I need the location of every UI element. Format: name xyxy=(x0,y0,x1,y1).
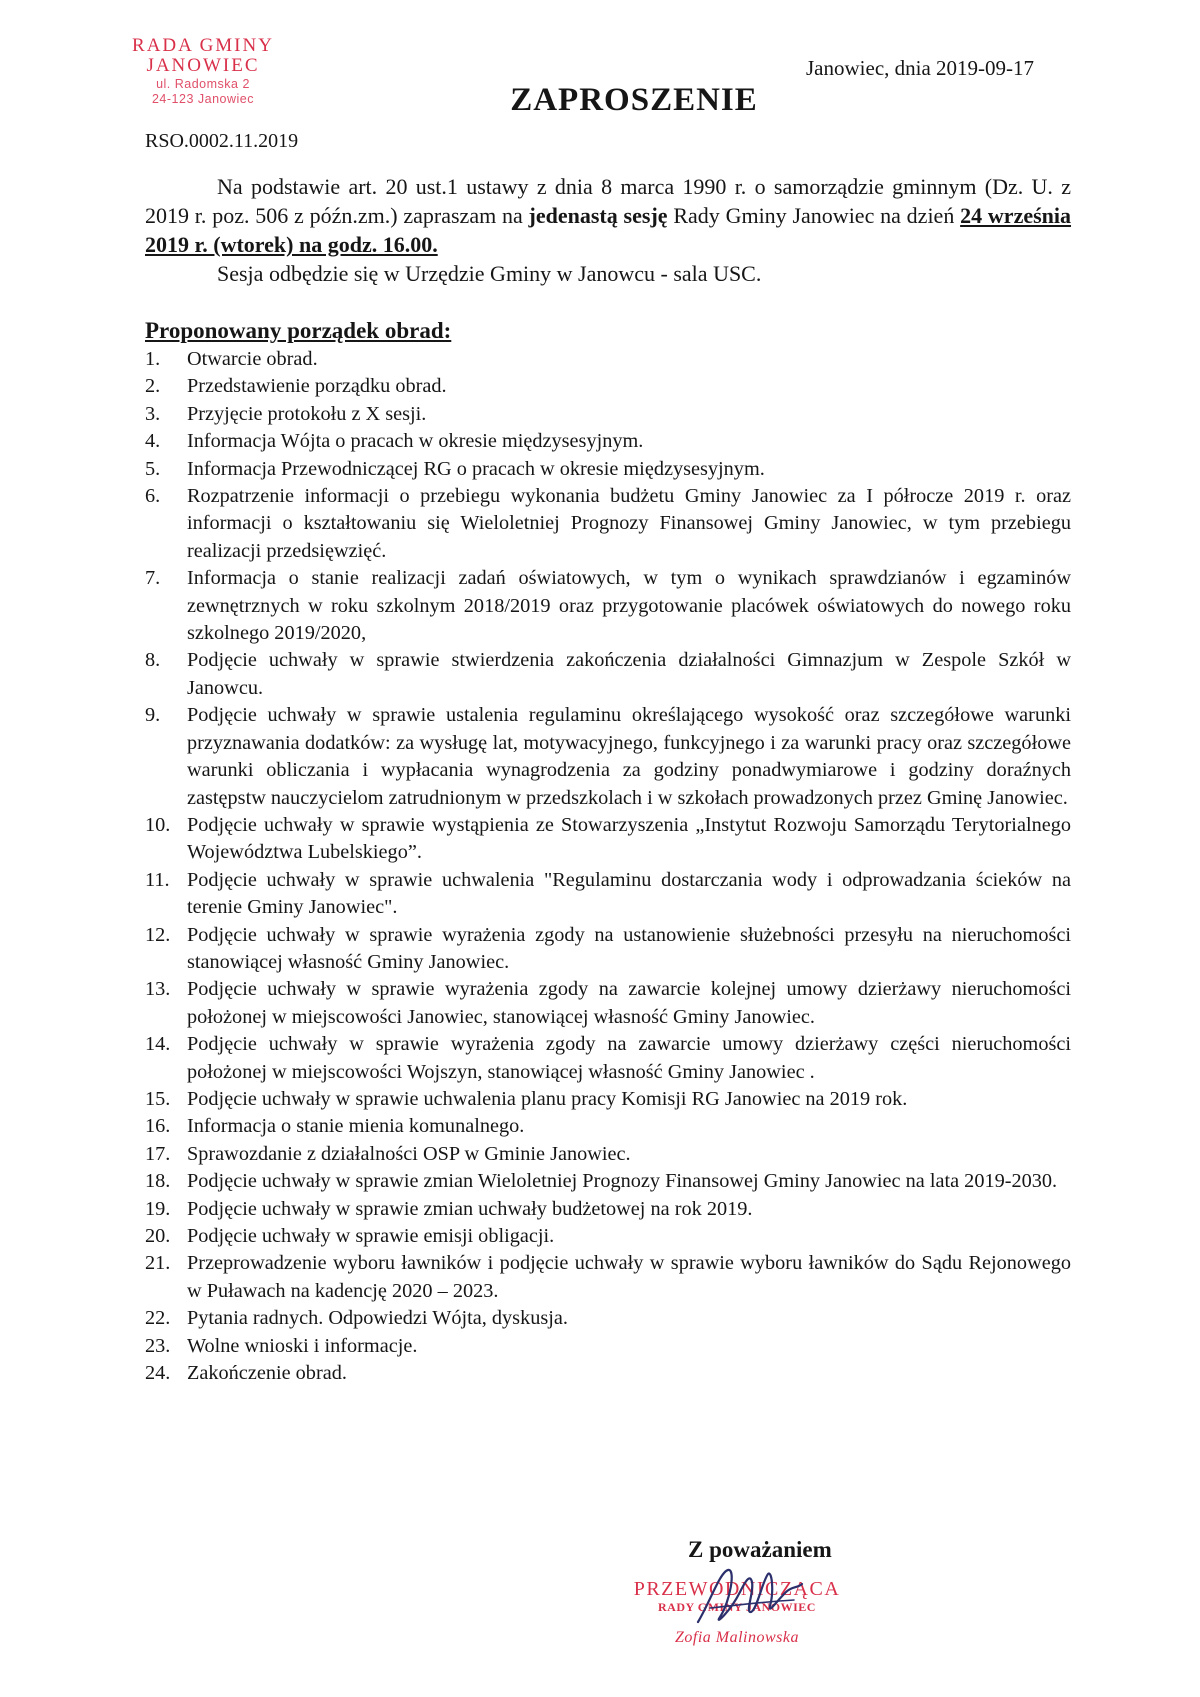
stamp-name: Zofia Malinowska xyxy=(674,1629,799,1646)
intro-part-a: Na podstawie art. 20 ust.1 ustawy z dnia 8 marca 1990 r. o samorządzie gminnym (Dz. U. z 2019 r. poz. 506 z późn.zm.) zapraszam na xyxy=(145,174,1071,228)
agenda-item-text: Pytania radnych. Odpowiedzi Wójta, dyskusja. xyxy=(187,1307,568,1330)
agenda-item xyxy=(145,1250,1071,1305)
reference-number: RSO.0002.11.2019 xyxy=(145,130,299,152)
agenda-item-number: 22. xyxy=(145,1307,171,1330)
agenda-item-text: Rozpatrzenie informacji o przebiegu wykonania budżetu Gminy Janowiec za I półrocze 2019 r. oraz informacji o kształtowaniu się Wieloletniej Prognozy Finansowej Gminy Janowiec, w tym przebiegu realizacji przedsięwzięć. xyxy=(187,485,1071,562)
agenda-item-number: 14. xyxy=(145,1033,171,1056)
agenda-item xyxy=(145,565,1071,647)
stamp-line-3: ul. Radomska 2 xyxy=(156,76,250,91)
agenda-item-number: 5. xyxy=(145,457,161,480)
agenda-item xyxy=(145,346,1071,373)
agenda-item-text: Podjęcie uchwały w sprawie emisji obligacji. xyxy=(187,1225,555,1247)
agenda-item-text: Podjęcie uchwały w sprawie wyrażenia zgody na ustanowienie służebności przesyłu na nieruchomości stanowiącej własność Gminy Janowiec. xyxy=(187,923,1071,973)
agenda-item xyxy=(145,1031,1071,1086)
intro-paragraph xyxy=(145,172,1071,288)
agenda-item-text: Podjęcie uchwały w sprawie wystąpienia ze Stowarzyszenia „Instytut Rozwoju Samorządu Terytorialnego Województwa Lubelskiego”. xyxy=(187,813,1071,864)
agenda-item-text: Podjęcie uchwały w sprawie ustalenia regulaminu określającego wysokość oraz szczegółowe warunki przyznawania dodatków: za wysługę lat, motywacyjnego, funkcyjnego i za warunki pracy oraz szczegółowe warunki obliczania i wypłacania wynagrodzenia za godziny ponadwymiarowe i godziny doraźnych zastępstw nauczycielom zatrudnionym w przedszkolach i w szkołach prowadzonych przez Gminę Janowiec. xyxy=(187,704,1071,809)
agenda-item-text: Przeprowadzenie wyboru ławników i podjęcie uchwały w sprawie wyboru ławników do Sądu Rejonowego w Puławach na kadencję 2020 – 2023. xyxy=(187,1252,1071,1302)
agenda-item xyxy=(145,401,1071,428)
agenda-item xyxy=(145,456,1071,483)
agenda-item-number: 21. xyxy=(145,1252,171,1275)
agenda-item-number: 11. xyxy=(145,868,170,891)
agenda-item-text: Informacja Przewodniczącej RG o pracach w okresie międzysesyjnym. xyxy=(187,457,765,480)
agenda-item-number: 23. xyxy=(145,1334,171,1357)
agenda-item-text: Podjęcie uchwały w sprawie zmian Wieloletniej Prognozy Finansowej Gminy Janowiec na lata 2019-2030. xyxy=(187,1170,1058,1193)
agenda-item-text: Wolne wnioski i informacje. xyxy=(187,1334,418,1357)
stamp-role: PRZEWODNICZĄCA xyxy=(633,1578,841,1600)
agenda-item-text: Zakończenie obrad. xyxy=(187,1362,347,1385)
agenda-item xyxy=(145,1086,1071,1113)
agenda-item xyxy=(145,483,1071,565)
agenda-item-number: 10. xyxy=(145,813,171,836)
agenda-item xyxy=(145,1168,1071,1195)
agenda-item-text: Informacja Wójta o pracach w okresie międzysesyjnym. xyxy=(187,430,644,453)
session-location: Sesja odbędzie się w Urzędzie Gminy w Janowcu - sala USC. xyxy=(217,261,762,286)
agenda-heading: Proponowany porządek obrad: xyxy=(145,318,452,343)
agenda-item xyxy=(145,1333,1071,1360)
agenda-item-text: Sprawozdanie z działalności OSP w Gminie Janowiec. xyxy=(187,1142,631,1165)
agenda-item-text: Podjęcie uchwały w sprawie wyrażenia zgody na zawarcie kolejnej umowy dzierżawy nieruchomości położonej w miejscowości Janowiec, stanowiącej własność Gminy Janowiec. xyxy=(187,978,1071,1028)
agenda-item xyxy=(145,1196,1071,1223)
agenda-item-number: 24. xyxy=(145,1362,171,1385)
agenda-item-number: 8. xyxy=(145,649,161,672)
agenda-item-text: Informacja o stanie realizacji zadań oświatowych, w tym o wynikach sprawdzianów i egzaminów zewnętrznych w roku szkolnym 2018/2019 oraz przygotowanie placówek oświatowych do nowego roku szkolnego 2019/2020, xyxy=(187,567,1071,645)
agenda-item xyxy=(145,812,1071,867)
agenda-item xyxy=(145,1141,1071,1168)
agenda-item-number: 17. xyxy=(145,1142,171,1165)
session-number: jedenastą sesję xyxy=(528,203,668,228)
agenda-item-number: 3. xyxy=(145,402,161,425)
agenda-item-number: 20. xyxy=(145,1225,171,1247)
agenda-item-number: 13. xyxy=(145,978,171,1001)
agenda-item-text: Przedstawienie porządku obrad. xyxy=(187,375,447,398)
agenda-item-text: Podjęcie uchwały w sprawie uchwalenia planu pracy Komisji RG Janowiec na 2019 rok. xyxy=(187,1087,908,1110)
agenda-item-number: 12. xyxy=(145,923,171,946)
closing-text: Z poważaniem xyxy=(688,1537,832,1562)
document-date: Janowiec, dnia 2019-09-17 xyxy=(806,56,1035,80)
agenda-item xyxy=(145,1305,1071,1332)
document-title: ZAPROSZENIE xyxy=(510,82,758,118)
agenda-item xyxy=(145,867,1071,922)
agenda-item xyxy=(145,702,1071,812)
handwritten-signature xyxy=(690,1562,810,1632)
intro-part-c: Rady Gminy Janowiec na dzień xyxy=(667,203,961,228)
agenda-item-number: 16. xyxy=(145,1115,171,1138)
intro-text xyxy=(145,172,1071,259)
agenda-item-number: 2. xyxy=(145,375,161,398)
agenda-item-text: Podjęcie uchwały w sprawie zmian uchwały budżetowej na rok 2019. xyxy=(187,1197,753,1220)
agenda-item-number: 7. xyxy=(145,567,161,590)
agenda-item-text: Podjęcie uchwały w sprawie uchwalenia "Regulaminu dostarczania wody i odprowadzania ścieków na terenie Gminy Janowiec". xyxy=(187,868,1071,919)
agenda-item-text: Przyjęcie protokołu z X sesji. xyxy=(187,402,427,425)
agenda-list xyxy=(145,346,1071,1387)
stamp-body: RADY GMINY JANOWIEC xyxy=(658,1600,816,1614)
agenda-item-text: Podjęcie uchwały w sprawie stwierdzenia zakończenia działalności Gimnazjum w Zespole Szkół w Janowcu. xyxy=(187,649,1071,699)
agenda-item xyxy=(145,1113,1071,1140)
agenda-item xyxy=(145,1360,1071,1387)
stamp-line-1: RADA GMINY xyxy=(132,35,274,56)
agenda-item-number: 19. xyxy=(145,1197,171,1220)
session-date: 24 września 2019 r. (wtorek) na godz. 16.00. xyxy=(145,203,1072,257)
agenda-item xyxy=(145,976,1071,1031)
agenda-item-text: Informacja o stanie mienia komunalnego. xyxy=(187,1115,525,1138)
agenda-item-number: 9. xyxy=(145,704,161,727)
agenda-item xyxy=(145,373,1071,400)
agenda-item-number: 6. xyxy=(145,485,161,508)
agenda-item xyxy=(145,1223,1071,1250)
agenda-item xyxy=(145,647,1071,702)
agenda-item xyxy=(145,922,1071,977)
agenda-item-number: 1. xyxy=(145,348,161,370)
agenda-item-number: 4. xyxy=(145,430,161,453)
stamp-line-2: JANOWIEC xyxy=(146,54,260,76)
agenda-item-text: Otwarcie obrad. xyxy=(187,348,318,370)
stamp-line-4: 24-123 Janowiec xyxy=(151,92,254,106)
agenda-item xyxy=(145,428,1071,455)
agenda-item-number: 18. xyxy=(145,1170,171,1193)
agenda-item-text: Podjęcie uchwały w sprawie wyrażenia zgody na zawarcie umowy dzierżawy części nieruchomości położonej w miejscowości Wojszyn, stanowiącej własność Gminy Janowiec . xyxy=(187,1033,1071,1083)
agenda-item-number: 15. xyxy=(145,1087,171,1110)
